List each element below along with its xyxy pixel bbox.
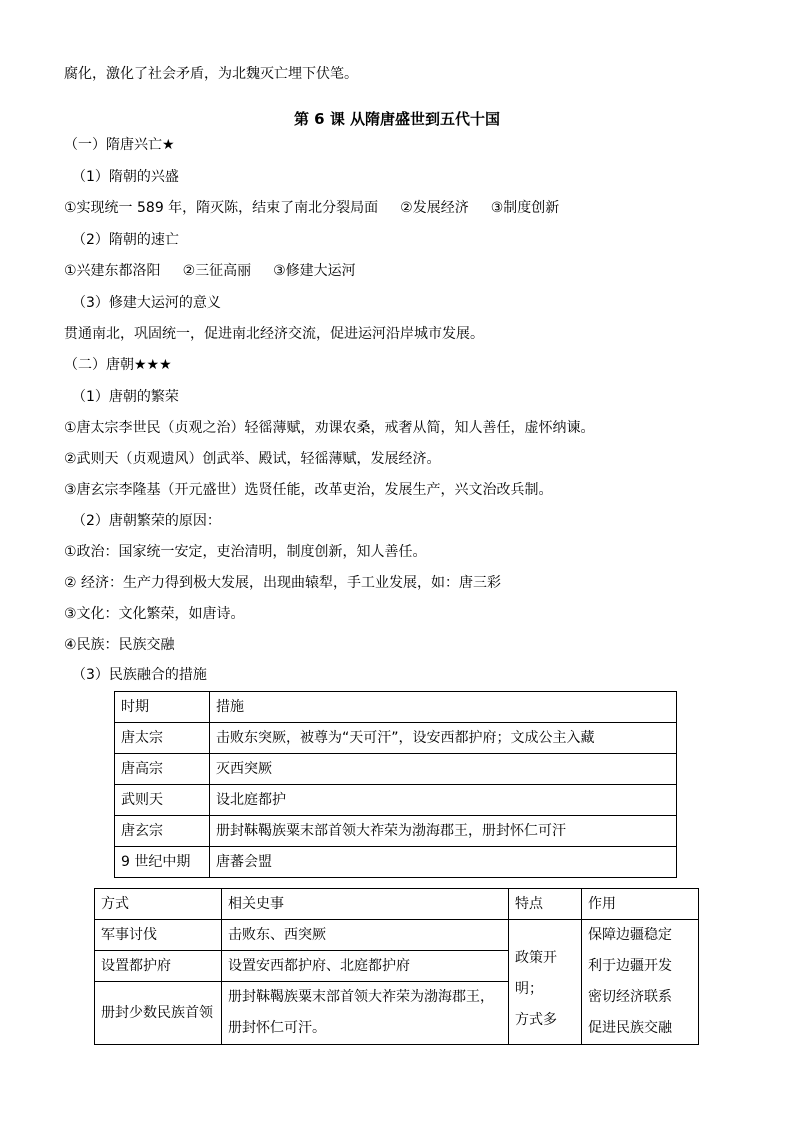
subsection-tang-reasons: （2）唐朝繁荣的原因： [72,513,221,529]
lesson-title: 第 6 课 从隋唐盛世到五代十国 [293,110,501,128]
table-row [115,754,677,785]
subsection-sui-fall: （2）隋朝的速亡 [72,232,179,248]
sui-fall-item-2: ②三征高丽 [182,263,252,279]
tang-prosperity-line-3: ③唐玄宗李隆基（开元盛世）选贤任能，改革吏治，发展生产，兴文治改兵制。 [64,482,553,498]
feature-line-2: 方式多 [515,1011,557,1028]
table-cell: 册封少数民族首领 [95,982,222,1045]
effect-line-3: 密切经济联系 [588,989,672,1005]
table-cell: 武则天 [115,785,210,816]
tang-reason-line-3: ③文化：文化繁荣，如唐诗。 [64,606,245,622]
subsection-canal-meaning: （3）修建大运河的意义 [72,295,221,311]
tang-reason-line-2: ② 经济：生产力得到极大发展，出现曲辕犁，手工业发展，如：唐三彩 [64,575,501,591]
effect-line-4: 促进民族交融 [588,1020,672,1036]
tang-prosperity-line-1: ①唐太宗李世民（贞观之治）轻徭薄赋，劝课农桑，戒奢从简，知人善任，虚怀纳谏。 [64,420,595,436]
table-cell: 唐太宗 [115,723,210,754]
tang-prosperity-line-2: ②武则天（贞观遗风）创武举、殿试，轻徭薄赋，发展经济。 [64,451,441,467]
table-row [95,920,699,951]
sui-fall-item-1: ①兴建东都洛阳 [64,263,161,279]
table-cell: 击败东突厥，被尊为“天可汗”，设安西都护府；文成公主入藏 [210,723,677,754]
table-cell: 设北庭都护 [210,785,677,816]
table-row [115,816,677,847]
ethnic-measures-table [114,691,677,878]
table-header-row [115,692,677,723]
effect-line-1: 保障边疆稳定 [588,927,672,943]
sui-fall-items [64,261,356,281]
table-row [115,723,677,754]
table-cell: 击败东、西突厥 [222,920,509,951]
subsection-sui-rise: （1）隋朝的兴盛 [72,169,179,185]
table-header-row [95,889,699,920]
table-row [115,847,677,878]
sui-fall-item-3: ③修建大运河 [273,263,356,279]
canal-meaning-text: 贯通南北，巩固统一，促进南北经济交流，促进运河沿岸城市发展。 [64,326,484,342]
ethnic-policy-table [94,888,699,1045]
table-cell: 灭西突厥 [210,754,677,785]
table-cell: 唐玄宗 [115,816,210,847]
feature-line-1: 政策开明； [515,949,557,997]
table-header-cell: 特点 [509,889,582,920]
table-header-cell: 措施 [210,692,677,723]
effect-cell [582,920,699,1045]
subsection-tang-prosperity: （1）唐朝的繁荣 [72,389,179,405]
table-cell: 军事讨伐 [95,920,222,951]
table-cell: 设置都护府 [95,951,222,982]
table-header-cell: 作用 [582,889,699,920]
tang-reason-line-1: ①政治：国家统一安定，吏治清明，制度创新，知人善任。 [64,544,427,560]
subsection-ethnic-measures: （3）民族融合的措施 [72,667,207,683]
section-heading-tang: （二）唐朝★★★ [64,357,172,373]
table-cell: 唐高宗 [115,754,210,785]
table-cell: 9 世纪中期 [115,847,210,878]
sui-rise-items [64,198,559,218]
section-heading-sui-tang: （一）隋唐兴亡★ [64,137,175,153]
sui-rise-item-3: ③制度创新 [490,200,560,216]
feature-cell [509,920,582,1045]
table-header-cell: 方式 [95,889,222,920]
intro-line: 腐化，激化了社会矛盾，为北魏灭亡埋下伏笔。 [64,66,358,82]
table-cell: 设置安西都护府、北庭都护府 [222,951,509,982]
sui-rise-item-2: ②发展经济 [400,200,469,216]
table-row [115,785,677,816]
tang-reason-line-4: ④民族：民族交融 [64,637,175,653]
table-cell: 册封靺鞨族粟末部首领大祚荣为渤海郡王，册封怀仁可汗 [210,816,677,847]
table-cell: 唐蕃会盟 [210,847,677,878]
table-header-cell: 相关史事 [222,889,509,920]
sui-rise-item-1: ①实现统一 589 年，隋灭陈，结束了南北分裂局面 [64,200,379,216]
effect-line-2: 利于边疆开发 [588,958,672,974]
table-cell: 册封靺鞨族粟末部首领大祚荣为渤海郡王，册封怀仁可汗。 [222,982,509,1045]
table-header-cell: 时期 [115,692,210,723]
